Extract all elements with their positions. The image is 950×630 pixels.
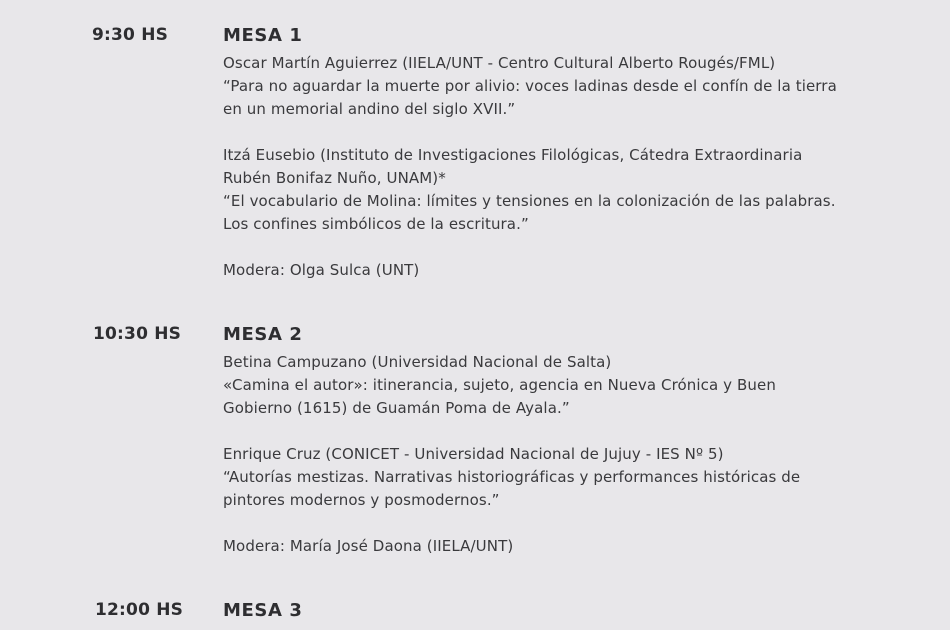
- moderator: Modera: María José Daona (IIELA/UNT): [223, 537, 514, 555]
- talk: [223, 52, 923, 121]
- talk-title: «Camina el autor»: itinerancia, sujeto, agencia en Nueva Crónica y Buen: [223, 376, 776, 394]
- talk-title: en un memorial andino del siglo XVII.”: [223, 100, 516, 118]
- talk-author: Rubén Bonifaz Nuño, UNAM)*: [223, 169, 446, 187]
- session-time: 10:30 HS: [93, 324, 182, 344]
- talk-title: “Para no aguardar la muerte por alivio: voces ladinas desde el confín de la tierra: [223, 77, 837, 95]
- talk-author: Enrique Cruz (CONICET - Universidad Nacional de Jujuy - IES Nº 5): [223, 445, 724, 463]
- session-time: 12:00 HS: [95, 600, 184, 620]
- talk-title: pintores modernos y posmodernos.”: [223, 491, 500, 509]
- session-title: MESA 1: [223, 25, 303, 46]
- session-title: MESA 2: [223, 324, 303, 345]
- talk-author: Itzá Eusebio (Instituto de Investigaciones Filológicas, Cátedra Extraordinaria: [223, 146, 803, 164]
- talk-title: “Autorías mestizas. Narrativas historiográficas y performances históricas de: [223, 468, 801, 486]
- talk-author: Oscar Martín Aguierrez (IIELA/UNT - Centro Cultural Alberto Rougés/FML): [223, 54, 776, 72]
- talk-author: Betina Campuzano (Universidad Nacional de Salta): [223, 353, 612, 371]
- talk: [223, 443, 923, 512]
- session-title: MESA 3: [223, 600, 303, 621]
- talk-title: Gobierno (1615) de Guamán Poma de Ayala.”: [223, 399, 570, 417]
- session-body: [223, 52, 923, 282]
- session-time: 9:30 HS: [92, 25, 169, 45]
- talk-title: “El vocabulario de Molina: límites y tensiones en la colonización de las palabras.: [223, 192, 836, 210]
- session-body: [223, 351, 923, 558]
- talk-title: Los confines simbólicos de la escritura.”: [223, 215, 529, 233]
- talk: [223, 351, 923, 420]
- talk: [223, 144, 923, 236]
- moderator: Modera: Olga Sulca (UNT): [223, 261, 420, 279]
